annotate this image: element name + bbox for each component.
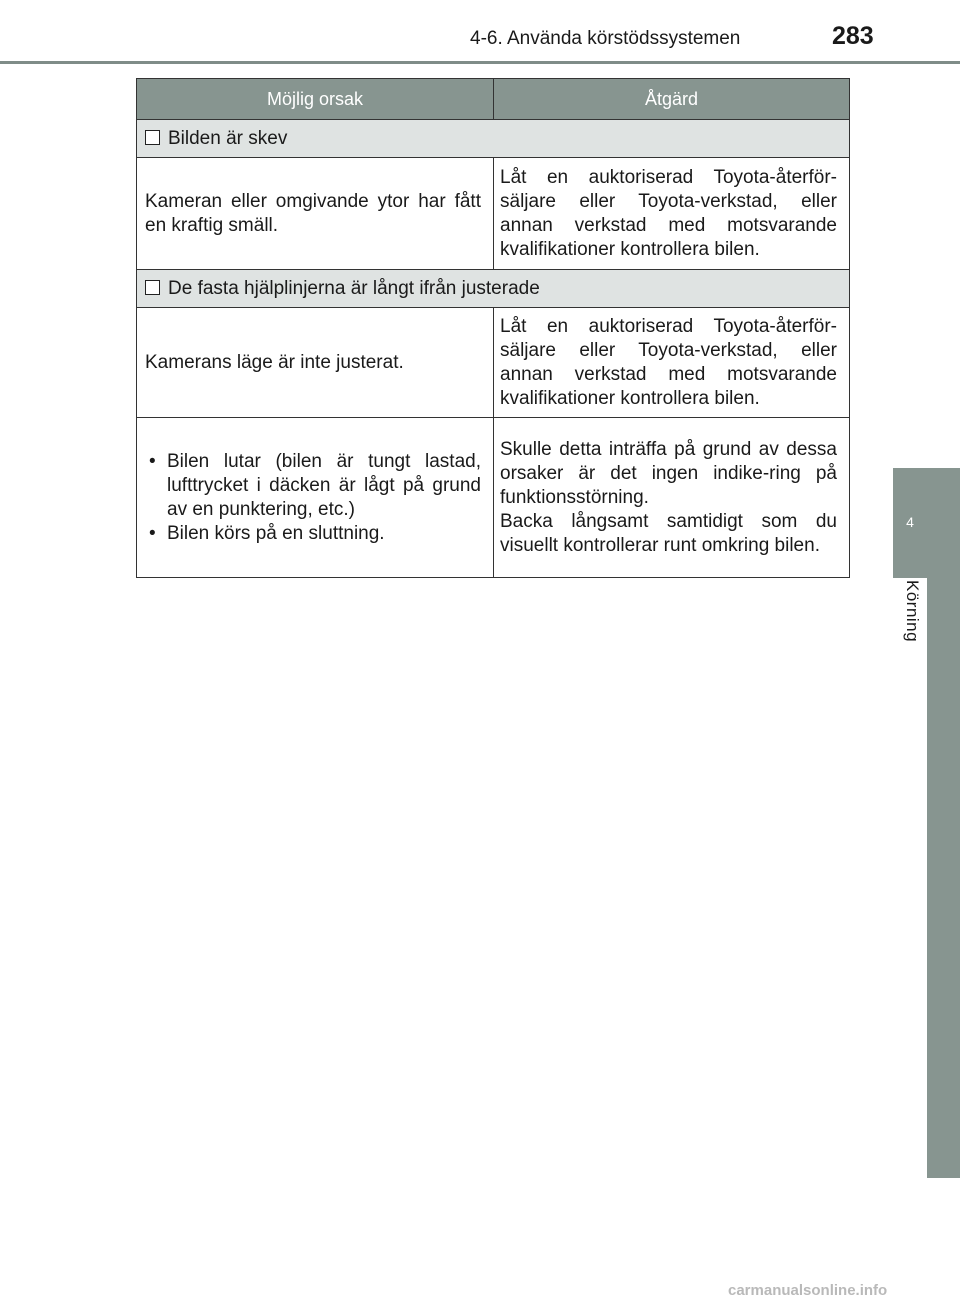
section-title: 4-6. Använda körstödssystemen bbox=[470, 28, 741, 49]
checkbox-icon bbox=[145, 280, 160, 295]
table-row bbox=[137, 308, 850, 418]
page-number: 283 bbox=[832, 22, 874, 50]
section-heading bbox=[137, 120, 850, 158]
action-cell bbox=[494, 418, 850, 578]
section-heading bbox=[137, 270, 850, 308]
header-rule bbox=[0, 61, 960, 64]
cause-cell: Kamerans läge är inte justerat. bbox=[137, 308, 494, 418]
chapter-label: Körning bbox=[903, 580, 922, 643]
chapter-tab-strip bbox=[927, 578, 960, 1178]
table-header-row bbox=[137, 79, 850, 120]
list-item: • Bilen körs på en sluttning. bbox=[145, 522, 481, 546]
column-header-cause: Möjlig orsak bbox=[137, 79, 494, 120]
chapter-number: 4 bbox=[906, 514, 914, 530]
section-title-text: Bilden är skev bbox=[168, 127, 288, 149]
table-row bbox=[137, 158, 850, 270]
troubleshooting-table bbox=[136, 78, 850, 578]
table-row bbox=[137, 418, 850, 578]
cause-cell bbox=[137, 418, 494, 578]
checkbox-icon bbox=[145, 130, 160, 145]
cause-bullet-list bbox=[145, 450, 481, 546]
action-cell: Låt en auktoriserad Toyota-återför-säljare eller Toyota-verkstad, eller annan verkstad med motsvarande kvalifikationer kontrollera bilen. bbox=[494, 308, 850, 418]
action-text: Skulle detta inträffa på grund av dessa orsaker är det ingen indike-ring på funktionsstörning. bbox=[500, 438, 837, 508]
section-row bbox=[137, 120, 850, 158]
action-cell: Låt en auktoriserad Toyota-återför-säljare eller Toyota-verkstad, eller annan verkstad med motsvarande kvalifikationer kontrollera bilen. bbox=[494, 158, 850, 270]
list-item: • Bilen lutar (bilen är tungt lastad, lufttrycket i däcken är lågt på grund av en punktering, etc.) bbox=[145, 450, 481, 522]
action-text: Backa långsamt samtidigt som du visuellt kontrollerar runt omkring bilen. bbox=[500, 510, 837, 556]
watermark: carmanualsonline.info bbox=[728, 1282, 888, 1299]
section-row bbox=[137, 270, 850, 308]
cause-cell: Kameran eller omgivande ytor har fått en kraftig smäll. bbox=[137, 158, 494, 270]
column-header-action: Åtgärd bbox=[494, 79, 850, 120]
section-title-text: De fasta hjälplinjerna är långt ifrån justerade bbox=[168, 277, 540, 299]
